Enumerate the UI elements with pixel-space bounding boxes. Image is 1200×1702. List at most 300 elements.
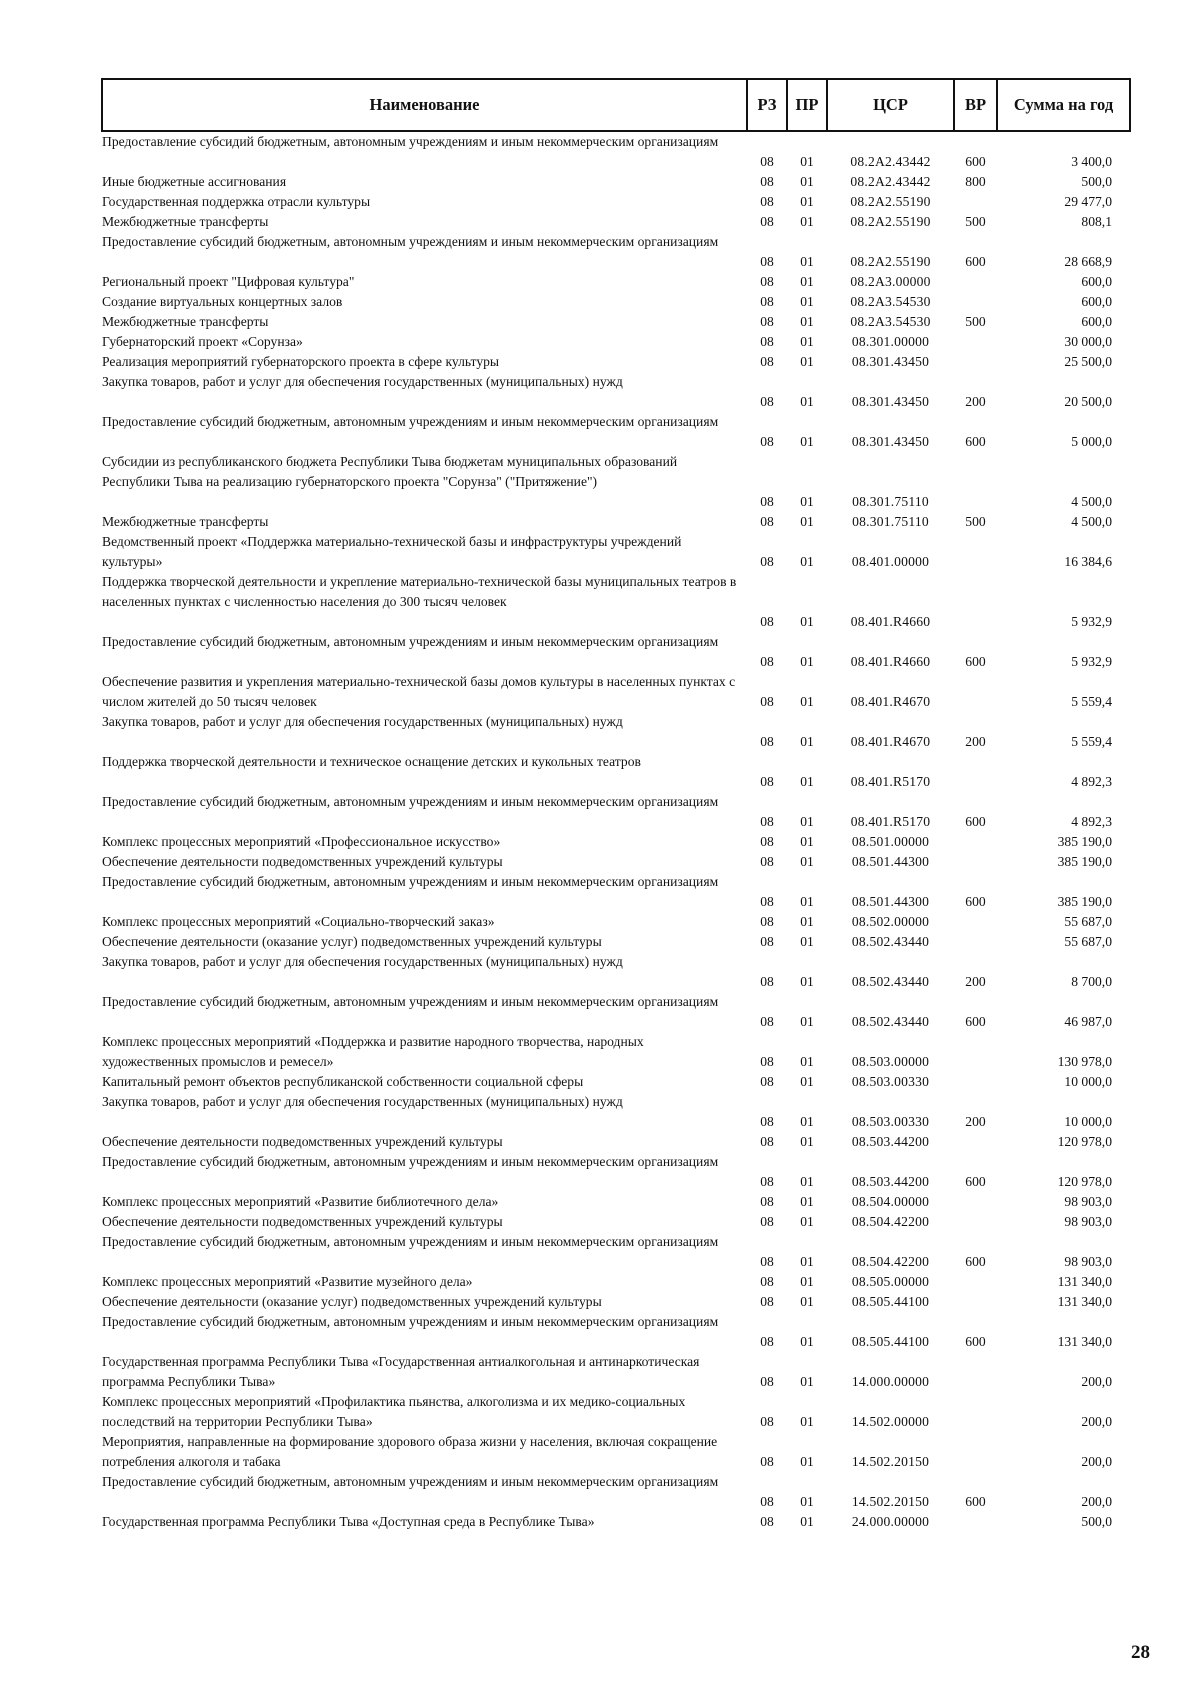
row-csr: 08.301.75110 — [852, 494, 929, 509]
budget-table — [101, 78, 1131, 1532]
row-vr — [954, 1072, 997, 1092]
column-header-name: Наименование — [102, 79, 747, 131]
row-sum: 5 932,9 — [1071, 614, 1112, 629]
table-row — [102, 212, 1130, 232]
row-vr — [954, 292, 997, 312]
row-pr: 01 — [800, 434, 814, 449]
row-sum: 131 340,0 — [1057, 1294, 1112, 1309]
row-pr: 01 — [800, 654, 814, 669]
table-row — [102, 1092, 1130, 1132]
row-name: Предоставление субсидий бюджетным, автономным учреждениям и иным некоммерческим организациям — [102, 134, 719, 149]
row-csr: 08.2А3.54530 — [850, 294, 931, 309]
row-vr — [954, 352, 997, 372]
row-sum: 4 892,3 — [1071, 814, 1112, 829]
row-vr — [954, 1512, 997, 1532]
row-vr: 600 — [965, 1254, 986, 1269]
row-name: Капитальный ремонт объектов республиканской собственности социальной сферы — [102, 1074, 584, 1089]
row-sum: 131 340,0 — [1057, 1334, 1112, 1349]
row-name: Межбюджетные трансферты — [102, 514, 269, 529]
row-rz: 08 — [760, 334, 774, 349]
row-rz: 08 — [760, 1454, 774, 1469]
row-rz: 08 — [760, 974, 774, 989]
row-rz: 08 — [760, 654, 774, 669]
row-vr — [954, 452, 997, 512]
row-name: Субсидии из республиканского бюджета Республики Тыва бюджетам муниципальных образований Республики Тыва на реализацию губернаторского проекта "Сорунза" ("Притяжение") — [102, 454, 678, 489]
row-rz: 08 — [760, 1254, 774, 1269]
column-header-rz: РЗ — [747, 79, 787, 131]
row-rz: 08 — [760, 214, 774, 229]
row-sum: 600,0 — [1081, 314, 1112, 329]
row-pr: 01 — [800, 1274, 814, 1289]
row-csr: 08.301.43450 — [851, 394, 930, 409]
row-csr: 14.502.20150 — [851, 1494, 930, 1509]
row-pr: 01 — [800, 1194, 814, 1209]
row-pr: 01 — [800, 1374, 814, 1389]
row-sum: 385 190,0 — [1057, 894, 1112, 909]
row-pr: 01 — [800, 274, 814, 289]
row-csr: 14.000.00000 — [851, 1374, 930, 1389]
column-header-csr: ЦСР — [827, 79, 954, 131]
row-name: Закупка товаров, работ и услуг для обеспечения государственных (муниципальных) нужд — [102, 954, 623, 969]
row-rz: 08 — [760, 774, 774, 789]
row-name: Предоставление субсидий бюджетным, автономным учреждениям и иным некоммерческим организациям — [102, 794, 719, 809]
row-pr: 01 — [800, 1114, 814, 1129]
table-row — [102, 352, 1130, 372]
row-name: Обеспечение деятельности подведомственных учреждений культуры — [102, 854, 503, 869]
row-name: Межбюджетные трансферты — [102, 314, 269, 329]
row-rz: 08 — [760, 274, 774, 289]
row-vr — [954, 1272, 997, 1292]
row-sum: 120 978,0 — [1057, 1174, 1112, 1189]
row-name: Губернаторский проект «Сорунза» — [102, 334, 303, 349]
row-name: Мероприятия, направленные на формирование здорового образа жизни у населения, включая сокращение потребления алкоголя и табака — [102, 1434, 718, 1469]
row-csr: 14.502.20150 — [851, 1454, 930, 1469]
row-pr: 01 — [800, 1074, 814, 1089]
row-sum: 98 903,0 — [1064, 1254, 1112, 1269]
row-name: Региональный проект "Цифровая культура" — [102, 274, 355, 289]
row-vr — [954, 852, 997, 872]
table-body — [102, 131, 1130, 1532]
row-rz: 08 — [760, 294, 774, 309]
row-rz: 08 — [760, 1174, 774, 1189]
row-sum: 4 500,0 — [1071, 514, 1112, 529]
row-pr: 01 — [800, 394, 814, 409]
row-rz: 08 — [760, 1014, 774, 1029]
row-name: Предоставление субсидий бюджетным, автономным учреждениям и иным некоммерческим организациям — [102, 1154, 719, 1169]
row-rz: 08 — [760, 1054, 774, 1069]
table-row — [102, 792, 1130, 832]
row-name: Обеспечение развития и укрепления материально-технической базы домов культуры в населенных пунктах с числом жителей до 50 тысяч человек — [102, 674, 736, 709]
row-rz: 08 — [760, 834, 774, 849]
table-row — [102, 1212, 1130, 1232]
row-csr: 08.401.R5170 — [850, 814, 931, 829]
row-name: Комплекс процессных мероприятий «Социально-творческий заказ» — [102, 914, 495, 929]
row-pr: 01 — [800, 914, 814, 929]
row-vr: 600 — [965, 1334, 986, 1349]
row-pr: 01 — [800, 774, 814, 789]
row-pr: 01 — [800, 894, 814, 909]
row-vr — [954, 1432, 997, 1472]
row-vr — [954, 532, 997, 572]
table-row — [102, 932, 1130, 952]
column-header-pr: ПР — [787, 79, 827, 131]
row-vr: 600 — [965, 814, 986, 829]
row-name: Предоставление субсидий бюджетным, автономным учреждениям и иным некоммерческим организациям — [102, 1474, 719, 1489]
row-rz: 08 — [760, 1194, 774, 1209]
row-name: Межбюджетные трансферты — [102, 214, 269, 229]
row-csr: 08.503.00330 — [851, 1114, 930, 1129]
row-name: Закупка товаров, работ и услуг для обеспечения государственных (муниципальных) нужд — [102, 714, 623, 729]
table-row — [102, 452, 1130, 512]
row-rz: 08 — [760, 914, 774, 929]
row-vr: 600 — [965, 654, 986, 669]
row-name: Комплекс процессных мероприятий «Профессиональное искусство» — [102, 834, 501, 849]
row-rz: 08 — [760, 1494, 774, 1509]
row-pr: 01 — [800, 834, 814, 849]
row-name: Предоставление субсидий бюджетным, автономным учреждениям и иным некоммерческим организациям — [102, 634, 719, 649]
row-sum: 200,0 — [1081, 1454, 1112, 1469]
row-vr: 600 — [965, 894, 986, 909]
table-row — [102, 1192, 1130, 1212]
row-pr: 01 — [800, 294, 814, 309]
row-vr — [954, 1132, 997, 1152]
row-pr: 01 — [800, 314, 814, 329]
row-name: Комплекс процессных мероприятий «Развитие библиотечного дела» — [102, 1194, 499, 1209]
row-vr: 600 — [965, 154, 986, 169]
row-name: Государственная программа Республики Тыва «Доступная среда в Республике Тыва» — [102, 1514, 595, 1529]
table-row — [102, 712, 1130, 752]
column-header-vr: ВР — [954, 79, 997, 131]
row-pr: 01 — [800, 194, 814, 209]
row-csr: 08.502.43440 — [851, 1014, 930, 1029]
row-name: Иные бюджетные ассигнования — [102, 174, 287, 189]
table-row — [102, 632, 1130, 672]
row-vr: 200 — [965, 734, 986, 749]
row-sum: 5 559,4 — [1071, 694, 1112, 709]
table-row — [102, 1352, 1130, 1392]
row-sum: 600,0 — [1081, 294, 1112, 309]
row-sum: 600,0 — [1081, 274, 1112, 289]
row-pr: 01 — [800, 254, 814, 269]
row-csr: 08.2А2.55190 — [850, 254, 931, 269]
table-row — [102, 912, 1130, 932]
row-vr — [954, 1032, 997, 1072]
row-rz: 08 — [760, 1134, 774, 1149]
row-sum: 5 932,9 — [1071, 654, 1112, 669]
table-row — [102, 1072, 1130, 1092]
row-sum: 8 700,0 — [1071, 974, 1112, 989]
row-vr — [954, 332, 997, 352]
row-vr: 600 — [965, 1494, 986, 1509]
row-name: Государственная программа Республики Тыва «Государственная антиалкогольная и антинаркотическая программа Республики Тыва» — [102, 1354, 700, 1389]
row-pr: 01 — [800, 614, 814, 629]
row-name: Поддержка творческой деятельности и техническое оснащение детских и кукольных театров — [102, 754, 641, 769]
row-rz: 08 — [760, 1334, 774, 1349]
row-vr: 600 — [965, 1014, 986, 1029]
row-rz: 08 — [760, 1074, 774, 1089]
row-pr: 01 — [800, 1054, 814, 1069]
row-sum: 385 190,0 — [1057, 854, 1112, 869]
row-rz: 08 — [760, 1274, 774, 1289]
table-row — [102, 532, 1130, 572]
row-vr — [954, 832, 997, 852]
row-pr: 01 — [800, 734, 814, 749]
table-row — [102, 872, 1130, 912]
row-pr: 01 — [800, 154, 814, 169]
row-pr: 01 — [800, 1514, 814, 1529]
row-csr: 08.301.43450 — [851, 434, 930, 449]
row-name: Предоставление субсидий бюджетным, автономным учреждениям и иным некоммерческим организациям — [102, 994, 719, 1009]
row-vr — [954, 672, 997, 712]
row-pr: 01 — [800, 1134, 814, 1149]
row-sum: 131 340,0 — [1057, 1274, 1112, 1289]
row-sum: 5 559,4 — [1071, 734, 1112, 749]
row-name: Обеспечение деятельности подведомственных учреждений культуры — [102, 1134, 503, 1149]
row-rz: 08 — [760, 1514, 774, 1529]
row-vr — [954, 912, 997, 932]
row-pr: 01 — [800, 1334, 814, 1349]
row-csr: 08.503.00330 — [851, 1074, 930, 1089]
row-rz: 08 — [760, 434, 774, 449]
row-csr: 08.505.00000 — [851, 1274, 930, 1289]
row-csr: 08.2А3.00000 — [850, 274, 931, 289]
row-rz: 08 — [760, 734, 774, 749]
row-sum: 28 668,9 — [1064, 254, 1112, 269]
table-row — [102, 131, 1130, 172]
row-rz: 08 — [760, 854, 774, 869]
row-name: Обеспечение деятельности подведомственных учреждений культуры — [102, 1214, 503, 1229]
row-csr: 08.2А3.54530 — [850, 314, 931, 329]
table-header — [102, 79, 1130, 131]
row-sum: 500,0 — [1081, 1514, 1112, 1529]
row-pr: 01 — [800, 854, 814, 869]
row-name: Комплекс процессных мероприятий «Развитие музейного дела» — [102, 1274, 473, 1289]
row-pr: 01 — [800, 1254, 814, 1269]
row-pr: 01 — [800, 1454, 814, 1469]
row-pr: 01 — [800, 934, 814, 949]
row-name: Предоставление субсидий бюджетным, автономным учреждениям и иным некоммерческим организациям — [102, 234, 719, 249]
row-pr: 01 — [800, 1294, 814, 1309]
row-sum: 20 500,0 — [1064, 394, 1112, 409]
row-vr: 800 — [965, 174, 986, 189]
row-csr: 08.503.44200 — [851, 1174, 930, 1189]
row-vr — [954, 1192, 997, 1212]
row-sum: 4 892,3 — [1071, 774, 1112, 789]
row-vr: 200 — [965, 394, 986, 409]
row-rz: 08 — [760, 694, 774, 709]
row-rz: 08 — [760, 314, 774, 329]
row-name: Предоставление субсидий бюджетным, автономным учреждениям и иным некоммерческим организациям — [102, 414, 719, 429]
row-sum: 808,1 — [1081, 214, 1112, 229]
row-sum: 130 978,0 — [1057, 1054, 1112, 1069]
row-rz: 08 — [760, 1214, 774, 1229]
row-sum: 46 987,0 — [1064, 1014, 1112, 1029]
row-pr: 01 — [800, 814, 814, 829]
row-csr: 08.401.R4670 — [850, 694, 931, 709]
row-csr: 08.401.R4670 — [850, 734, 931, 749]
row-sum: 5 000,0 — [1071, 434, 1112, 449]
table-row — [102, 1432, 1130, 1472]
row-rz: 08 — [760, 814, 774, 829]
table-row — [102, 1312, 1130, 1352]
row-rz: 08 — [760, 494, 774, 509]
row-csr: 08.503.00000 — [851, 1054, 930, 1069]
row-sum: 385 190,0 — [1057, 834, 1112, 849]
row-rz: 08 — [760, 254, 774, 269]
row-csr: 08.503.44200 — [851, 1134, 930, 1149]
table-row — [102, 292, 1130, 312]
row-sum: 29 477,0 — [1064, 194, 1112, 209]
row-csr: 08.504.42200 — [851, 1214, 930, 1229]
table-row — [102, 1232, 1130, 1272]
row-sum: 30 000,0 — [1064, 334, 1112, 349]
row-csr: 08.2А2.43442 — [850, 174, 931, 189]
row-sum: 98 903,0 — [1064, 1214, 1112, 1229]
row-csr: 08.502.43440 — [851, 934, 930, 949]
row-vr — [954, 572, 997, 632]
table-row — [102, 1472, 1130, 1512]
row-csr: 08.301.00000 — [851, 334, 930, 349]
row-vr — [954, 932, 997, 952]
row-csr: 08.401.R4660 — [850, 614, 931, 629]
row-rz: 08 — [760, 194, 774, 209]
table-row — [102, 1392, 1130, 1432]
table-row — [102, 412, 1130, 452]
row-csr: 08.505.44100 — [851, 1334, 930, 1349]
row-rz: 08 — [760, 1294, 774, 1309]
row-vr: 500 — [965, 514, 986, 529]
row-rz: 08 — [760, 614, 774, 629]
row-rz: 08 — [760, 514, 774, 529]
row-vr: 600 — [965, 254, 986, 269]
row-rz: 08 — [760, 354, 774, 369]
row-sum: 3 400,0 — [1071, 154, 1112, 169]
row-name: Обеспечение деятельности (оказание услуг) подведомственных учреждений культуры — [102, 934, 602, 949]
row-pr: 01 — [800, 514, 814, 529]
table-row — [102, 332, 1130, 352]
row-sum: 55 687,0 — [1064, 934, 1112, 949]
row-csr: 08.502.43440 — [851, 974, 930, 989]
row-csr: 08.401.00000 — [851, 554, 930, 569]
table-row — [102, 1152, 1130, 1192]
row-sum: 200,0 — [1081, 1414, 1112, 1429]
row-vr — [954, 1352, 997, 1392]
row-pr: 01 — [800, 1414, 814, 1429]
table-row — [102, 312, 1130, 332]
row-rz: 08 — [760, 1114, 774, 1129]
row-csr: 08.504.42200 — [851, 1254, 930, 1269]
row-csr: 08.501.00000 — [851, 834, 930, 849]
row-sum: 120 978,0 — [1057, 1134, 1112, 1149]
row-csr: 08.2А2.43442 — [850, 154, 931, 169]
table-row — [102, 832, 1130, 852]
table-row — [102, 1032, 1130, 1072]
table-row — [102, 1512, 1130, 1532]
row-rz: 08 — [760, 894, 774, 909]
row-csr: 08.504.00000 — [851, 1194, 930, 1209]
row-vr — [954, 1292, 997, 1312]
row-name: Государственная поддержка отрасли культуры — [102, 194, 371, 209]
row-name: Закупка товаров, работ и услуг для обеспечения государственных (муниципальных) нужд — [102, 1094, 623, 1109]
row-pr: 01 — [800, 1214, 814, 1229]
row-name: Создание виртуальных концертных залов — [102, 294, 343, 309]
row-name: Комплекс процессных мероприятий «Профилактика пьянства, алкоголизма и их медико-социальных последствий на территории Республики Тыва» — [102, 1394, 686, 1429]
table-row — [102, 512, 1130, 532]
row-rz: 08 — [760, 1414, 774, 1429]
table-row — [102, 272, 1130, 292]
page-number: 28 — [1131, 1642, 1150, 1663]
row-csr: 08.401.R5170 — [850, 774, 931, 789]
row-pr: 01 — [800, 694, 814, 709]
row-csr: 24.000.00000 — [851, 1514, 930, 1529]
row-rz: 08 — [760, 174, 774, 189]
row-sum: 16 384,6 — [1064, 554, 1112, 569]
row-vr — [954, 752, 997, 792]
row-sum: 4 500,0 — [1071, 494, 1112, 509]
row-csr: 08.2А2.55190 — [850, 214, 931, 229]
column-header-sum: Сумма на год — [997, 79, 1130, 131]
row-vr: 600 — [965, 434, 986, 449]
table-row — [102, 232, 1130, 272]
row-pr: 01 — [800, 334, 814, 349]
table-row — [102, 372, 1130, 412]
row-vr — [954, 1212, 997, 1232]
row-csr: 08.505.44100 — [851, 1294, 930, 1309]
row-pr: 01 — [800, 974, 814, 989]
row-name: Предоставление субсидий бюджетным, автономным учреждениям и иным некоммерческим организациям — [102, 1234, 719, 1249]
row-sum: 10 000,0 — [1064, 1074, 1112, 1089]
row-rz: 08 — [760, 394, 774, 409]
row-csr: 08.502.00000 — [851, 914, 930, 929]
row-name: Предоставление субсидий бюджетным, автономным учреждениям и иным некоммерческим организациям — [102, 874, 719, 889]
table-row — [102, 992, 1130, 1032]
row-vr — [954, 272, 997, 292]
row-csr: 08.2А2.55190 — [850, 194, 931, 209]
row-sum: 98 903,0 — [1064, 1194, 1112, 1209]
row-pr: 01 — [800, 554, 814, 569]
row-vr: 200 — [965, 974, 986, 989]
row-name: Закупка товаров, работ и услуг для обеспечения государственных (муниципальных) нужд — [102, 374, 623, 389]
row-sum: 200,0 — [1081, 1374, 1112, 1389]
row-sum: 55 687,0 — [1064, 914, 1112, 929]
row-rz: 08 — [760, 1374, 774, 1389]
row-pr: 01 — [800, 174, 814, 189]
row-name: Реализация мероприятий губернаторского проекта в сфере культуры — [102, 354, 500, 369]
row-pr: 01 — [800, 214, 814, 229]
row-name: Комплекс процессных мероприятий «Поддержка и развитие народного творчества, народных художественных промыслов и ремесел» — [102, 1034, 644, 1069]
table-row — [102, 1272, 1130, 1292]
table-row — [102, 172, 1130, 192]
row-pr: 01 — [800, 1174, 814, 1189]
row-csr: 08.301.43450 — [851, 354, 930, 369]
table-row — [102, 952, 1130, 992]
row-rz: 08 — [760, 934, 774, 949]
row-sum: 500,0 — [1081, 174, 1112, 189]
table-row — [102, 672, 1130, 712]
row-pr: 01 — [800, 1014, 814, 1029]
row-name: Ведомственный проект «Поддержка материально-технической базы и инфраструктуры учреждений культуры» — [102, 534, 682, 569]
row-vr: 500 — [965, 214, 986, 229]
row-sum: 10 000,0 — [1064, 1114, 1112, 1129]
row-vr: 500 — [965, 314, 986, 329]
row-csr: 14.502.00000 — [851, 1414, 930, 1429]
table-row — [102, 752, 1130, 792]
row-pr: 01 — [800, 494, 814, 509]
row-vr: 600 — [965, 1174, 986, 1189]
row-csr: 08.301.75110 — [852, 514, 929, 529]
row-pr: 01 — [800, 354, 814, 369]
table-row — [102, 572, 1130, 632]
